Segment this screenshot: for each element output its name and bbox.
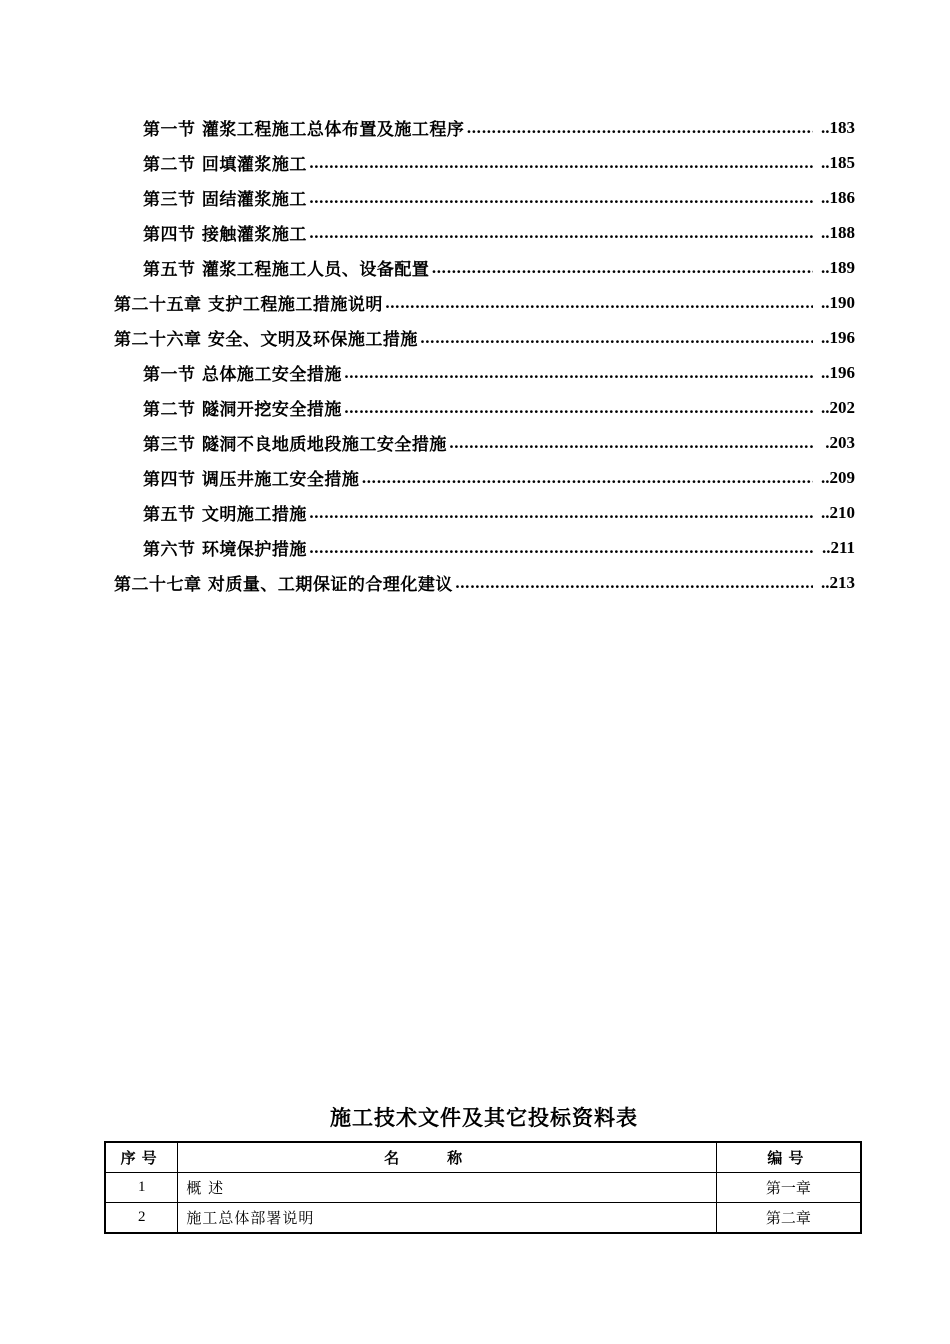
toc-leader-dots	[344, 398, 813, 418]
toc-entry-page: ..196	[821, 362, 855, 382]
toc-entry-label: 第四节 接触灌浆施工	[143, 225, 307, 245]
toc-leader-dots	[431, 258, 813, 278]
bid-documents-table	[104, 1141, 862, 1234]
toc-entry-page: ..183	[821, 117, 855, 137]
toc-entry[interactable]	[0, 460, 950, 495]
toc-entry-label: 第四节 调压井施工安全措施	[143, 470, 360, 490]
toc-entry[interactable]	[0, 390, 950, 425]
toc-entry-page: ..211	[821, 537, 855, 557]
toc-leader-dots	[455, 573, 813, 593]
toc-leader-dots	[309, 188, 813, 208]
toc-entry-page: ..186	[821, 187, 855, 207]
toc-entry-label: 第二节 回填灌浆施工	[143, 155, 307, 175]
toc-entry-page: ..190	[821, 292, 855, 312]
toc-leader-dots	[344, 363, 813, 383]
cell-seq: 2	[105, 1203, 178, 1234]
cell-name: 概 述	[178, 1173, 716, 1203]
toc-entry[interactable]	[0, 285, 950, 320]
toc-entry-label: 第二十五章 支护工程施工措施说明	[114, 295, 383, 315]
column-header-seq: 序号	[105, 1142, 178, 1173]
toc-entry-page: ..185	[821, 152, 855, 172]
toc-entry-page: ..213	[821, 572, 855, 592]
toc-entry-label: 第二节 隧洞开挖安全措施	[143, 400, 342, 420]
table-of-contents	[0, 110, 950, 600]
toc-leader-dots	[309, 503, 813, 523]
toc-leader-dots	[420, 328, 813, 348]
column-header-name: 名称	[178, 1142, 716, 1173]
toc-entry-label: 第二十六章 安全、文明及环保施工措施	[114, 330, 418, 350]
table-title: 施工技术文件及其它投标资料表	[330, 1105, 638, 1130]
toc-entry[interactable]	[0, 565, 950, 600]
cell-name: 施工总体部署说明	[178, 1203, 716, 1234]
cell-code: 第二章	[716, 1203, 861, 1234]
toc-entry[interactable]	[0, 530, 950, 565]
toc-entry-page: ..209	[821, 467, 855, 487]
toc-entry-page: ..196	[821, 327, 855, 347]
toc-entry-label: 第二十七章 对质量、工期保证的合理化建议	[114, 575, 453, 595]
toc-entry-page: ..202	[821, 397, 855, 417]
toc-leader-dots	[361, 468, 813, 488]
cell-code: 第一章	[716, 1173, 861, 1203]
toc-entry[interactable]	[0, 180, 950, 215]
toc-entry-page: .203	[825, 432, 855, 452]
table-row	[105, 1173, 861, 1203]
toc-leader-dots	[385, 293, 813, 313]
toc-entry-label: 第一节 灌浆工程施工总体布置及施工程序	[143, 120, 465, 140]
toc-entry[interactable]	[0, 215, 950, 250]
toc-leader-dots	[309, 223, 813, 243]
table-row	[105, 1203, 861, 1234]
toc-entry[interactable]	[0, 110, 950, 145]
toc-entry[interactable]	[0, 355, 950, 390]
table-header-row	[105, 1142, 861, 1173]
toc-entry[interactable]	[0, 145, 950, 180]
toc-entry-label: 第三节 隧洞不良地质地段施工安全措施	[143, 435, 447, 455]
cell-seq: 1	[105, 1173, 178, 1203]
toc-entry[interactable]	[0, 250, 950, 285]
toc-leader-dots	[309, 153, 813, 173]
toc-leader-dots	[466, 118, 813, 138]
toc-entry-page: ..210	[821, 502, 855, 522]
toc-entry-page: ..188	[821, 222, 855, 242]
toc-entry[interactable]	[0, 320, 950, 355]
toc-entry-label: 第五节 灌浆工程施工人员、设备配置	[143, 260, 430, 280]
toc-entry-label: 第六节 环境保护措施	[143, 540, 307, 560]
toc-entry-page: ..189	[821, 257, 855, 277]
column-header-code: 编号	[716, 1142, 861, 1173]
toc-leader-dots	[449, 433, 813, 453]
toc-leader-dots	[309, 538, 813, 558]
toc-entry-label: 第五节 文明施工措施	[143, 505, 307, 525]
toc-entry[interactable]	[0, 425, 950, 460]
toc-entry[interactable]	[0, 495, 950, 530]
toc-entry-label: 第一节 总体施工安全措施	[143, 365, 342, 385]
toc-entry-label: 第三节 固结灌浆施工	[143, 190, 307, 210]
